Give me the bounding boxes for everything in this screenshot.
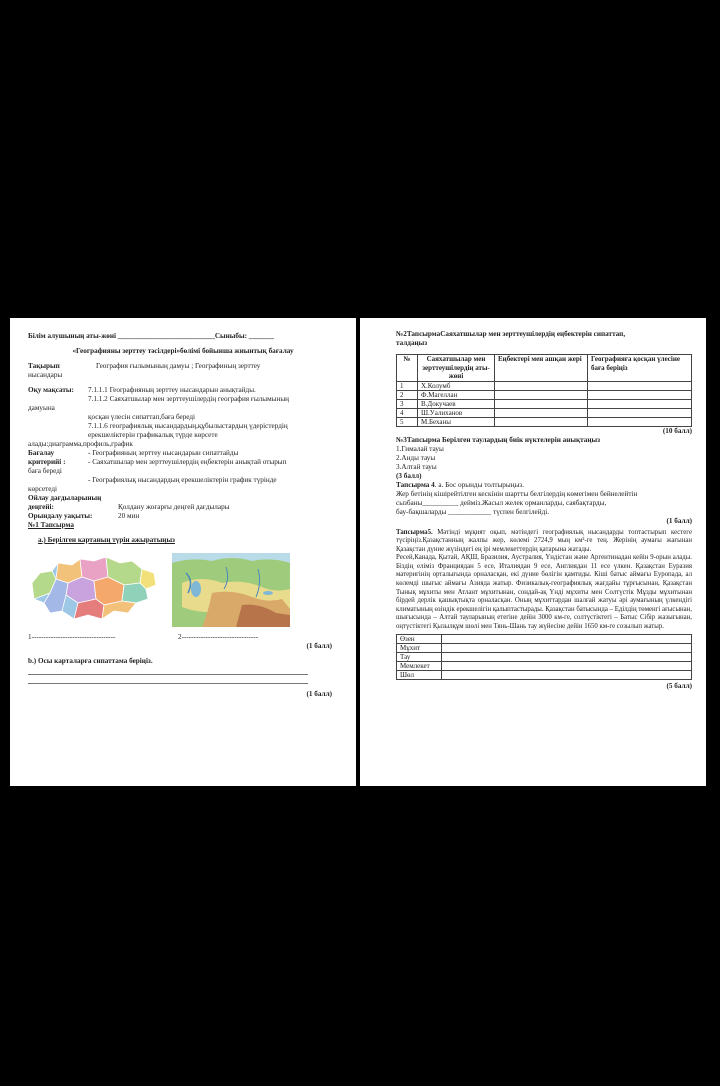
criteria-2b: баға береді (28, 467, 62, 475)
traveler-name: Ш.Уалиханов (418, 408, 495, 417)
answer-cell[interactable] (442, 661, 692, 670)
physical-map (172, 553, 290, 627)
table-header: Географияға қосқан үлесіне баға беріңіз (588, 355, 692, 382)
travelers-table (396, 354, 692, 427)
worksheet-page-left (10, 318, 356, 786)
score-2: (1 балл) (306, 690, 332, 698)
topic-text: География ғылымының дамуы ; Географиның зерттеу (96, 362, 261, 370)
task1-b: b.) Осы карталарға сипаттама беріңіз. (28, 657, 153, 665)
row-number: 5 (397, 417, 418, 426)
score-1b: (1 балл) (666, 516, 692, 525)
answer-cell[interactable] (495, 417, 588, 426)
goal-2: 7.1.1.2 Саяхатшылар мен зерттеушілердің география ғылымының (88, 395, 289, 403)
topic-label-2: нысандары (28, 371, 63, 379)
table-row (397, 390, 692, 399)
task3-title: №3Тапсырма Берілген таулардың биік нүктелерін анықтаңыз (396, 435, 601, 444)
criteria-3: - Географиялық нысандардың ерекшеліктерін график түрінде (88, 476, 277, 484)
task4-line-2[interactable]: сызбаны__________ дейміз.Жасыл желек орманларды, саябақтарды, (396, 498, 607, 507)
table-row (397, 381, 692, 390)
row-number: 1 (397, 381, 418, 390)
criteria-label: Бағалау (28, 449, 55, 457)
criteria-label-2: критерийі : (28, 458, 66, 466)
goal-4: 7.1.1.6 географиялық нысандардың,құбылыстардың үдерістердің (88, 422, 288, 430)
task2-title: №2ТапсырмаСаяхатшылар мен зерттеушілердің еңбектерін сипаттап, (396, 330, 626, 338)
assessment-title: «Географияны зерттеу тәсілдері»бөлімі бойынша жиынтық бағалау (72, 347, 294, 355)
task5-intro: Мәтінді мұқият оқып, мәтіндегі географиялық нысандарды топтастырып кестеге түсіріңіз.Қазақстанның жалпы жер, көлемі 2724,9 мың км²-ге тең. Жерінің аумағы жағынан Қазақстан дүние жүзіндегі ең ірі мемлекеттердің қатарына жатады. (396, 528, 692, 553)
goal-2b: дамуына (28, 404, 55, 412)
criteria-3b: көрсетеді (28, 485, 58, 493)
answer-line-2[interactable] (28, 675, 308, 684)
answer-cell[interactable] (495, 399, 588, 408)
table-header: Еңбектері мен ашқан жері (495, 355, 588, 382)
criteria-1: - Географияның зерттеу нысандарын сипаттайды (88, 449, 239, 457)
goal-5: ерекшеліктерін графикалық түрде көрсете (88, 431, 218, 439)
task4-text: . а. Бос орынды толтырыңыз. (434, 480, 525, 489)
score-1: (1 балл) (306, 642, 332, 650)
table-row (397, 670, 692, 679)
category-cell: Өзен (397, 634, 442, 643)
row-number: 2 (397, 390, 418, 399)
task5-body: Ресей,Канада, Қытай, АҚШ, Бразилия, Аустралия, Үндістан және Аргентинадан кейін 9-орын алады. Біздің еліміз Франциядан 5 есе, Италиядан 9 есе, Англиядан 11 есе үлкен. Қазақстан Еуразия материгінің орталығында орналасқан, екі дүние бөлігін қамтиды. Кіші батыс аймағы Еуропада, ал көлемді шығыс аймағы Азияда жатыр. Физикалық-географиялық жағдайы тұрғысынан, Қазақстан Тынық мұхиты мен Атлант мұхитынан, сондай-ақ Үнді мұхиты мен Солтүстік Мұзды мұхитынан бірдей дерлік қашықтықта орналасқан. Оның мұхиттардан шалғай жатуы әрі аумағының үлкендігі климатының өзіндік ерекшелігін қалыптастырады. Қазақстан батысында – Еділдің төменгі ағысынан, шығысында – Алтай тауларының етегіне дейін 3000 км-ге, солтүстіктегі – Батыс Сібір жазығынан, оңтүстіктегі Қызылқұм шөлі мен Тянь-Шань тау жүйесіне дейін 1650 км-ге созылып жатыр. (396, 554, 692, 631)
answer-cell[interactable] (442, 634, 692, 643)
time-label: Орындалу уақыты: (28, 512, 93, 520)
table-row (397, 417, 692, 426)
time-value: 20 мин (118, 512, 140, 520)
answer-cell[interactable] (588, 417, 692, 426)
answer-cell[interactable] (588, 399, 692, 408)
skills-value: Қолдану жоғарғы деңгей дағдылары (118, 503, 230, 511)
goal-label: Оқу мақсаты: (28, 386, 74, 394)
answer-cell[interactable] (442, 643, 692, 652)
answer-cell[interactable] (588, 408, 692, 417)
map-answer-2[interactable]: 2-------------------------------- (178, 633, 259, 641)
category-cell: Мұхит (397, 643, 442, 652)
task4-line-3[interactable]: бау-бақшаларды ____________ түспен белгілейді. (396, 507, 550, 516)
row-number: 3 (397, 399, 418, 408)
table-row (397, 652, 692, 661)
criteria-2: - Саяхатшылар мен зерттеушілердің еңбектерін анықтай отырып (88, 458, 287, 466)
skills-label: Ойлау дағдыларының (28, 494, 102, 502)
table-header: Саяхатшылар мен зерттеушілердің аты-жөні (418, 355, 495, 382)
mountain-item: 2.Анды тауы (396, 453, 436, 462)
category-cell: Шөл (397, 670, 442, 679)
answer-cell[interactable] (495, 390, 588, 399)
student-name-line: Білім алушының аты-жөні ___________________________Сыныбы: _______ (28, 332, 274, 340)
category-cell: Тау (397, 652, 442, 661)
task1-a: а.) Берілген картаның түрін ажыратыңыз (38, 536, 175, 544)
table-row (397, 661, 692, 670)
score-5: (5 балл) (666, 681, 692, 690)
goal-1: 7.1.1.1 Географияның зерттеу нысандарын анықтайды. (88, 386, 256, 394)
traveler-name: Х.Колумб (418, 381, 495, 390)
table-row (397, 643, 692, 652)
map-answer-1[interactable]: 1----------------------------------- (28, 633, 116, 641)
task5-label: Тапсырма5. (396, 528, 433, 536)
score-10: (10 балл) (662, 426, 692, 435)
table-row (397, 408, 692, 417)
answer-cell[interactable] (588, 381, 692, 390)
task2-title-2: талдаңыз (396, 339, 428, 347)
traveler-name: М.Беханы (418, 417, 495, 426)
answer-cell[interactable] (442, 652, 692, 661)
goal-6: алады:диаграмма,профиль,график (28, 440, 133, 448)
skills-label-2: деңгейі: (28, 503, 54, 511)
answer-cell[interactable] (588, 390, 692, 399)
score-3: (3 балл) (396, 471, 422, 480)
row-number: 4 (397, 408, 418, 417)
mountain-item: 1.Гималай тауы (396, 444, 444, 453)
topic-label: Тақырып (28, 362, 60, 370)
answer-cell[interactable] (495, 408, 588, 417)
answer-cell[interactable] (442, 670, 692, 679)
kazakhstan-political-map (28, 553, 160, 625)
category-cell: Мемлекет (397, 661, 442, 670)
table-header: № (397, 355, 418, 382)
task1-title: №1 Тапсырма (28, 521, 74, 529)
traveler-name: Ф.Магеллан (418, 390, 495, 399)
goal-3: қосқан үлесін сипаттап,баға береді (88, 413, 196, 421)
answer-line-1[interactable] (28, 666, 308, 675)
table-row (397, 634, 692, 643)
classification-table (396, 634, 692, 680)
worksheet-page-right (360, 318, 706, 786)
task4-line-1: Жер бетінің кішірейтілген кескінін шартты белгілердің көмегімен бейнелейтін (396, 489, 638, 498)
task4-label: Тапсырма 4 (396, 480, 435, 489)
table-row (397, 399, 692, 408)
answer-cell[interactable] (495, 381, 588, 390)
traveler-name: В.Докучаев (418, 399, 495, 408)
mountain-item: 3.Алтай тауы (396, 462, 437, 471)
